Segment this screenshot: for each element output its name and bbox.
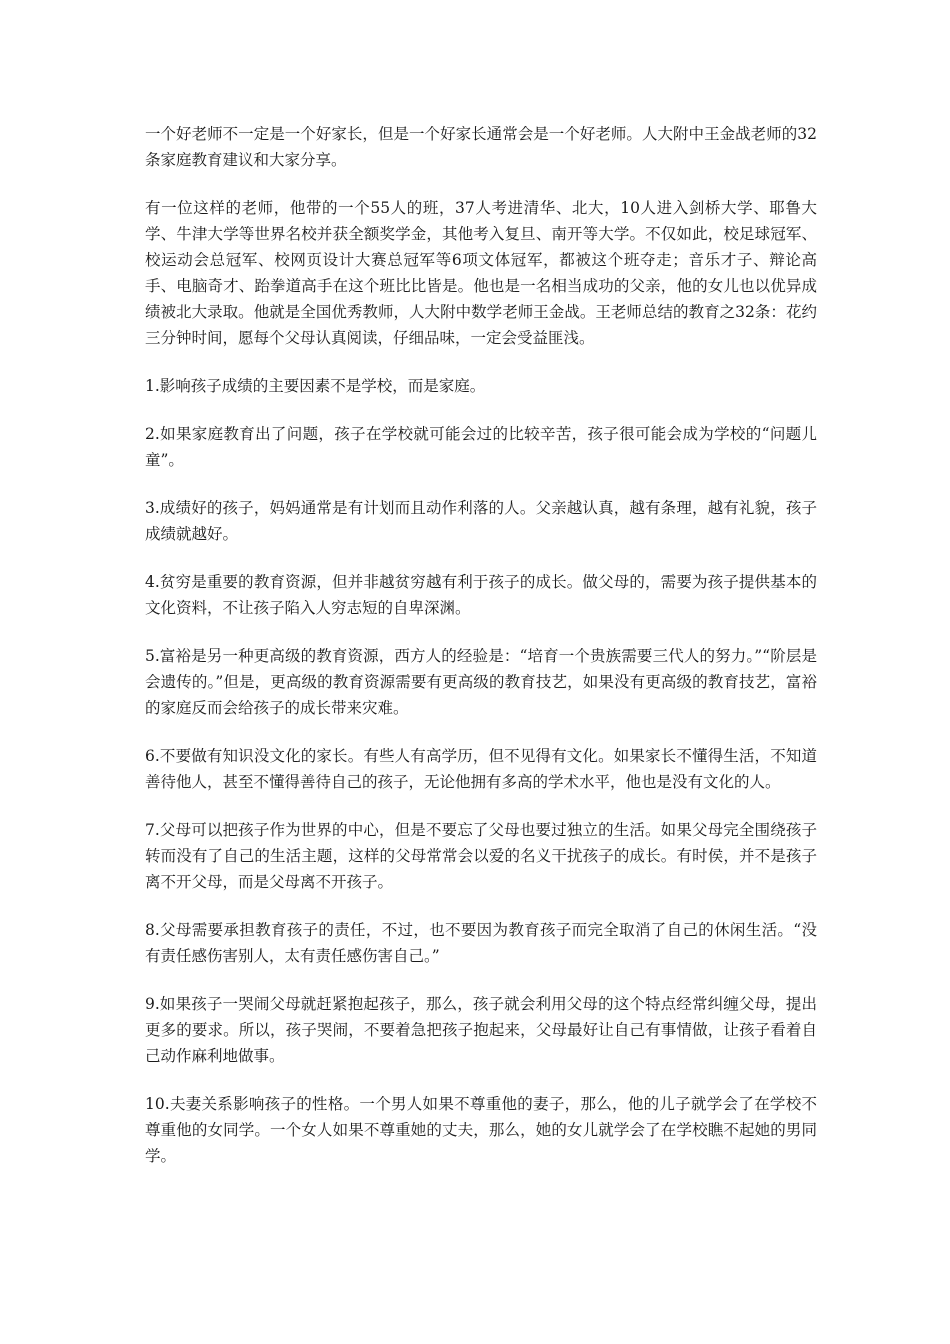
list-item: 7.父母可以把孩子作为世界的中心，但是不要忘了父母也要过独立的生活。如果父母完全围绕孩子转而没有了自己的生活主题，这样的父母常常会以爱的名义干扰孩子的成长。有时侯，并不是孩子离不开父母，而是父母离不开孩子。: [145, 821, 817, 891]
list-item: 1.影响孩子成绩的主要因素不是学校，而是家庭。: [145, 377, 486, 395]
list-item: 6.不要做有知识没文化的家长。有些人有高学历，但不见得有文化。如果家长不懂得生活，不知道善待他人，甚至不懂得善待自己的孩子，无论他拥有多高的学术水平，他也是没有文化的人。: [145, 747, 817, 791]
list-item: 5.富裕是另一种更高级的教育资源，西方人的经验是：“培育一个贵族需要三代人的努力。”“阶层是会遗传的。”但是，更高级的教育资源需要有更高级的教育技艺，如果没有更高级的教育技艺，富裕的家庭反而会给孩子的成长带来灾难。: [145, 647, 817, 717]
list-item: 4.贫穷是重要的教育资源，但并非越贫穷越有利于孩子的成长。做父母的，需要为孩子提供基本的文化资料，不让孩子陷入人穷志短的自卑深渊。: [145, 573, 817, 617]
document-body: [145, 121, 817, 1191]
intro-paragraph: 一个好老师不一定是一个好家长，但是一个好家长通常会是一个好老师。人大附中王金战老师的32条家庭教育建议和大家分享。: [145, 125, 817, 169]
list-item: 9.如果孩子一哭闹父母就赶紧抱起孩子，那么，孩子就会利用父母的这个特点经常纠缠父母，提出更多的要求。所以，孩子哭闹，不要着急把孩子抱起来，父母最好让自己有事情做，让孩子看着自己动作麻利地做事。: [145, 995, 817, 1065]
list-item: 3.成绩好的孩子，妈妈通常是有计划而且动作利落的人。父亲越认真，越有条理，越有礼貌，孩子成绩就越好。: [145, 499, 817, 543]
list-item: 8.父母需要承担教育孩子的责任，不过，也不要因为教育孩子而完全取消了自己的休闲生活。“没有责任感伤害别人，太有责任感伤害自己。”: [145, 921, 817, 965]
list-item: 2.如果家庭教育出了问题，孩子在学校就可能会过的比较辛苦，孩子很可能会成为学校的“问题儿童”。: [145, 425, 817, 469]
background-paragraph: 有一位这样的老师，他带的一个55人的班，37人考进清华、北大，10人进入剑桥大学、耶鲁大学、牛津大学等世界名校并获全额奖学金，其他考入复旦、南开等大学。不仅如此，校足球冠军、校运动会总冠军、校网页设计大赛总冠军等6项文体冠军，都被这个班夺走；音乐才子、辩论高手、电脑奇才、跆拳道高手在这个班比比皆是。他也是一名相当成功的父亲，他的女儿也以优异成绩被北大录取。他就是全国优秀教师，人大附中数学老师王金战。王老师总结的教育之32条：花约三分钟时间，愿每个父母认真阅读，仔细品味，一定会受益匪浅。: [145, 199, 817, 347]
list-item: 10.夫妻关系影响孩子的性格。一个男人如果不尊重他的妻子，那么，他的儿子就学会了在学校不尊重他的女同学。一个女人如果不尊重她的丈夫，那么，她的女儿就学会了在学校瞧不起她的男同学。: [145, 1095, 817, 1165]
